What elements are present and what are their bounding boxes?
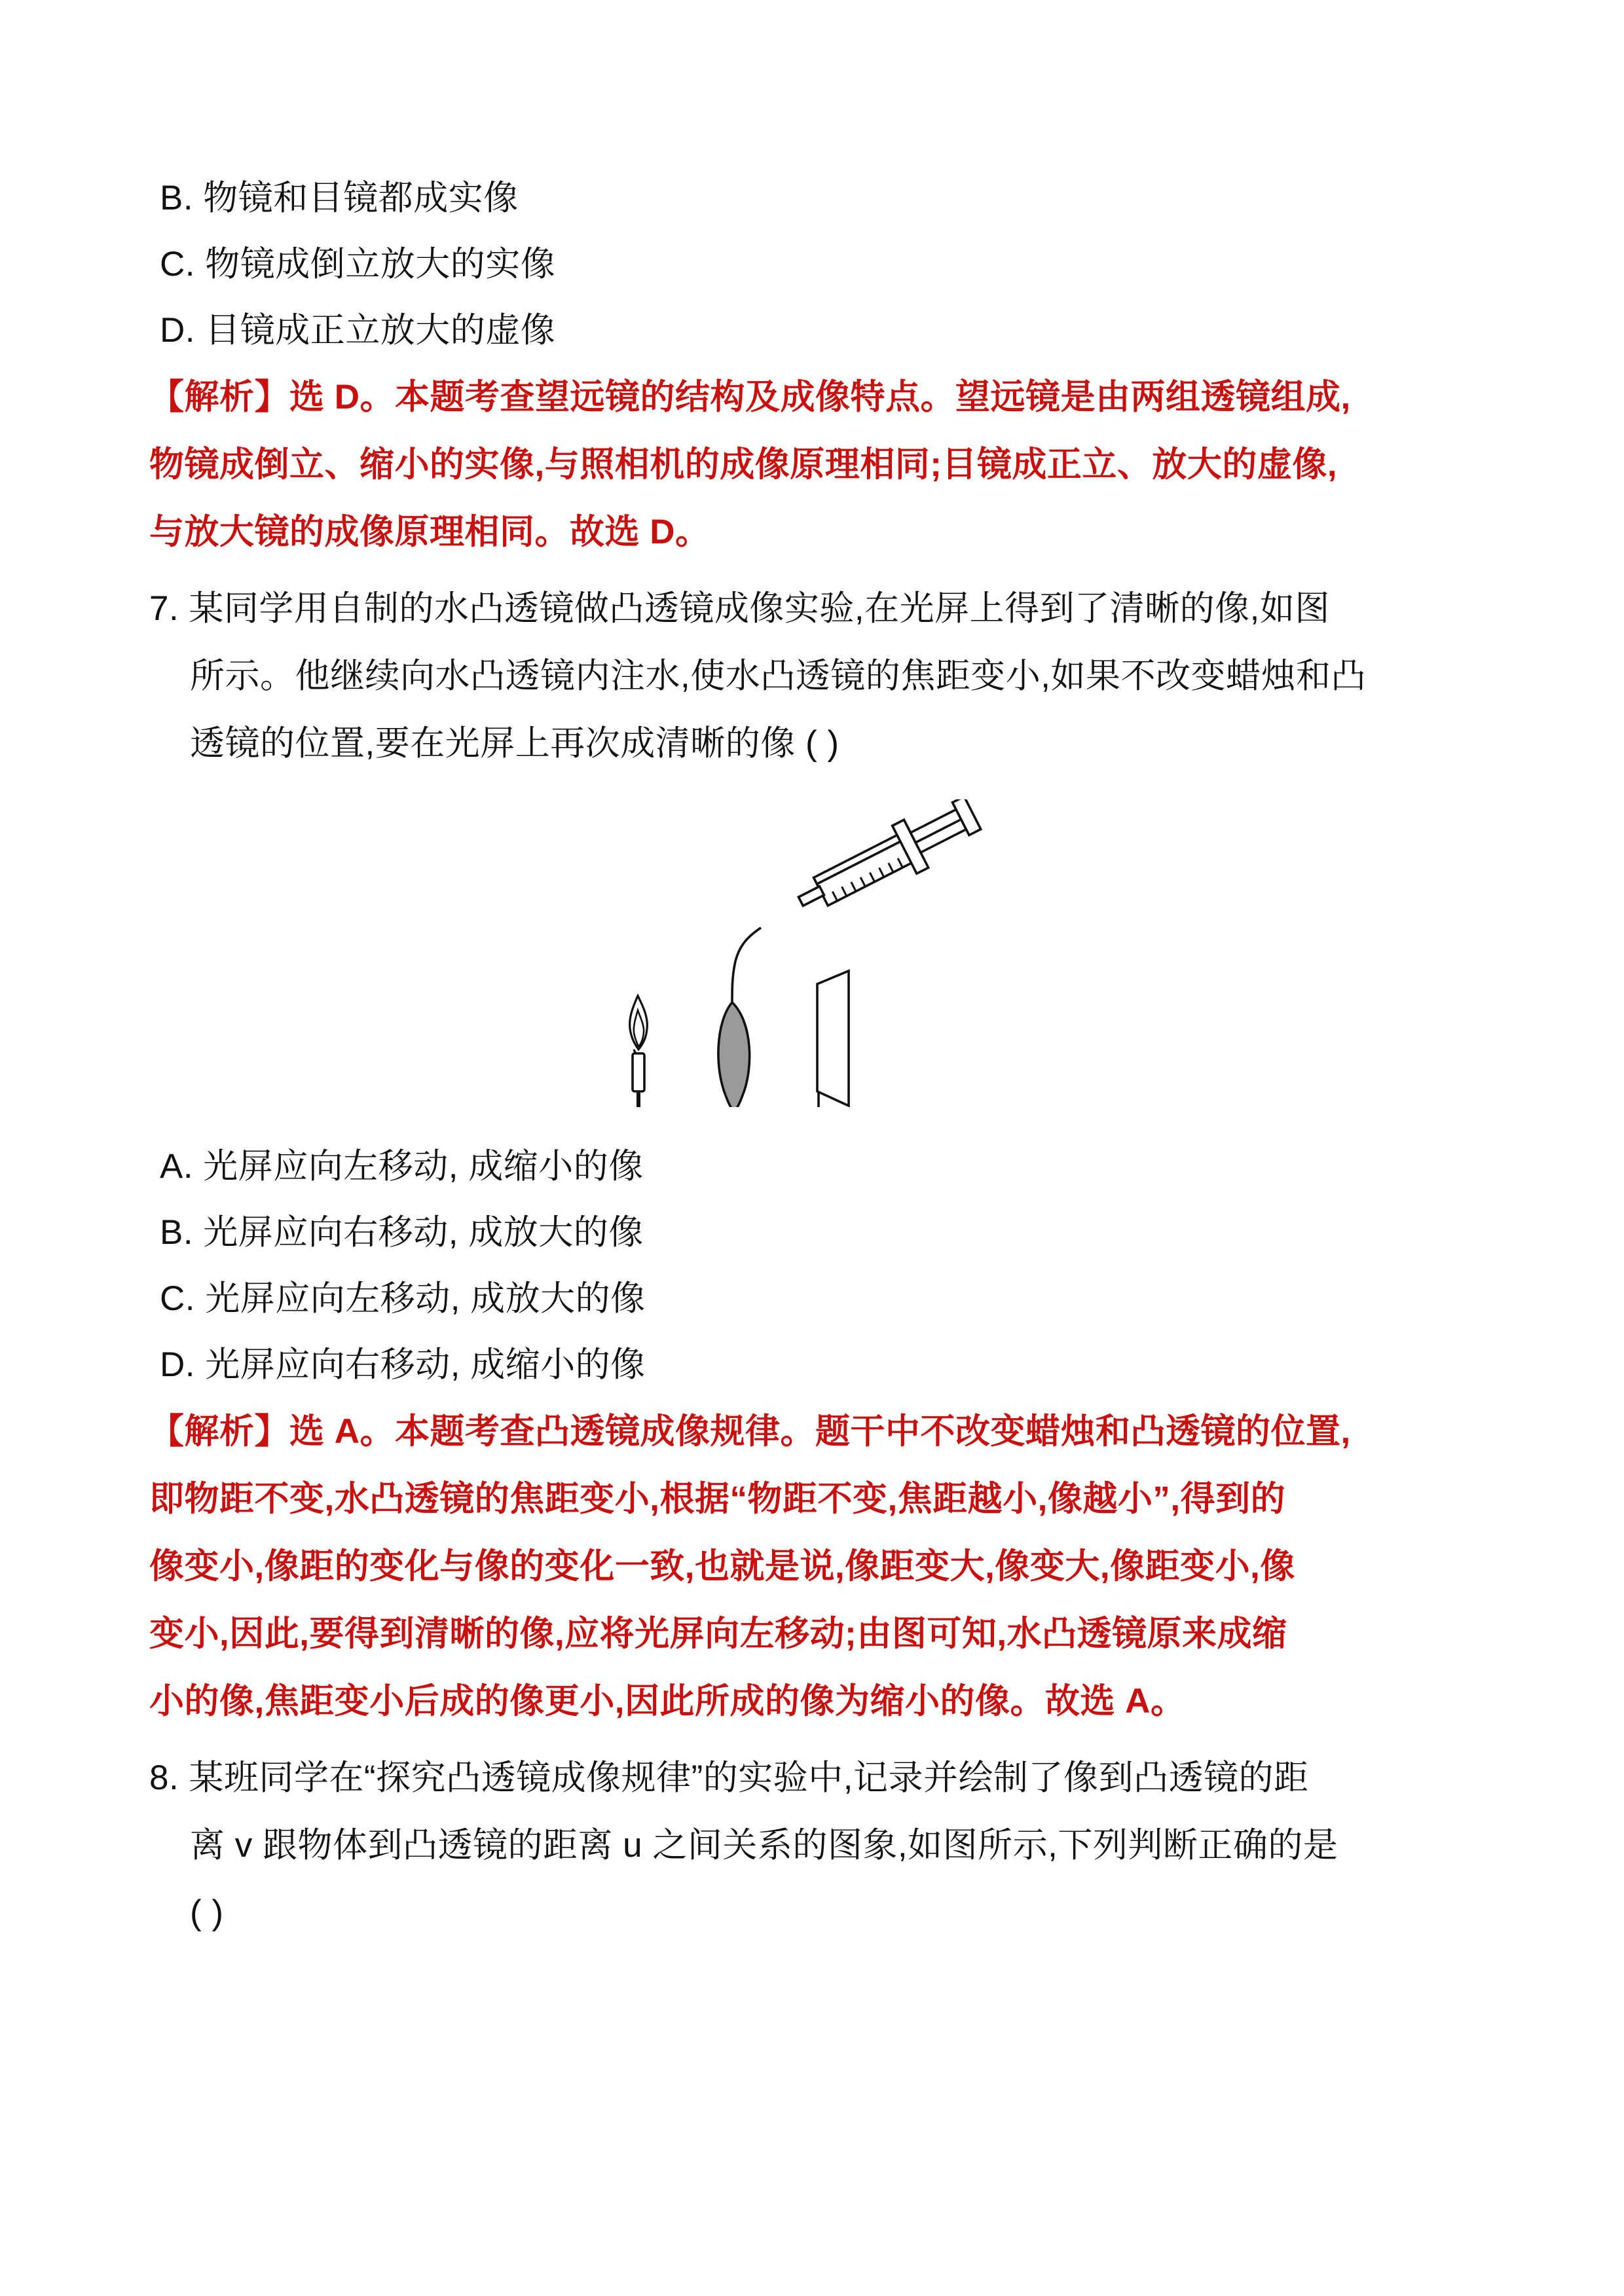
q8-stem-line-2: 离 v 跟物体到凸透镜的距离 u 之间关系的图象,如图所示,下列判断正确的是 <box>190 1826 1338 1865</box>
q8-stem-line-1: 8. 某班同学在“探究凸透镜成像规律”的实验中,记录并绘制了像到凸透镜的距 <box>149 1758 1309 1797</box>
q8-stem-line-3: ( ) <box>190 1893 224 1932</box>
q7-option-d: D. 光屏应向右移动, 成缩小的像 <box>160 1345 646 1384</box>
q7-explanation-line-5: 小的像,焦距变小后成的像更小,因此所成的像为缩小的像。故选 A。 <box>149 1682 1186 1721</box>
q7-explanation-line-4: 变小,因此,要得到清晰的像,应将光屏向左移动;由图可知,水凸透镜原来成缩 <box>149 1614 1287 1653</box>
q7-explanation-line-3: 像变小,像距的变化与像的变化一致,也就是说,像距变大,像变大,像距变小,像 <box>149 1547 1295 1586</box>
spacer <box>149 566 1473 575</box>
candle-icon <box>630 996 648 1107</box>
q7-option-a: A. 光屏应向左移动, 成缩小的像 <box>160 1147 644 1186</box>
optical-bench-figure <box>553 799 1070 1107</box>
q7-figure-container <box>149 799 1473 1107</box>
q6-option-b: B. 物镜和目镜都成实像 <box>160 179 519 217</box>
q7-stem-line-3: 透镜的位置,要在光屏上再次成清晰的像 ( ) <box>190 724 840 763</box>
q6-option-c: C. 物镜成倒立放大的实像 <box>160 245 556 283</box>
syringe-icon <box>789 799 986 926</box>
q6-explanation-line-1: 【解析】选 D。本题考查望远镜的结构及成像特点。望远镜是由两组透镜组成, <box>149 378 1351 416</box>
q7-explanation-line-1: 【解析】选 A。本题考查凸透镜成像规律。题干中不改变蜡烛和凸透镜的位置, <box>149 1412 1351 1451</box>
q7-stem-line-2: 所示。他继续向水凸透镜内注水,使水凸透镜的焦距变小,如果不改变蜡烛和凸 <box>190 657 1366 695</box>
q7-option-b: B. 光屏应向右移动, 成放大的像 <box>160 1213 644 1252</box>
page-content-column <box>149 165 1473 1946</box>
q6-option-d: D. 目镜成正立放大的虚像 <box>160 311 556 350</box>
q6-explanation-line-2: 物镜成倒立、缩小的实像,与照相机的成像原理相同;目镜成正立、放大的虚像, <box>149 445 1338 484</box>
q7-option-c: C. 光屏应向左移动, 成放大的像 <box>160 1279 646 1318</box>
water-convex-lens <box>718 1002 750 1107</box>
spacer <box>149 1735 1473 1744</box>
q7-stem-line-1: 7. 某同学用自制的水凸透镜做凸透镜成像实验,在光屏上得到了清晰的像,如图 <box>149 589 1330 628</box>
q6-explanation-line-3: 与放大镜的成像原理相同。故选 D。 <box>149 513 710 551</box>
light-screen <box>817 971 849 1107</box>
q7-explanation-line-2: 即物距不变,水凸透镜的焦距变小,根据“物距不变,焦距越小,像越小”,得到的 <box>149 1480 1286 1518</box>
